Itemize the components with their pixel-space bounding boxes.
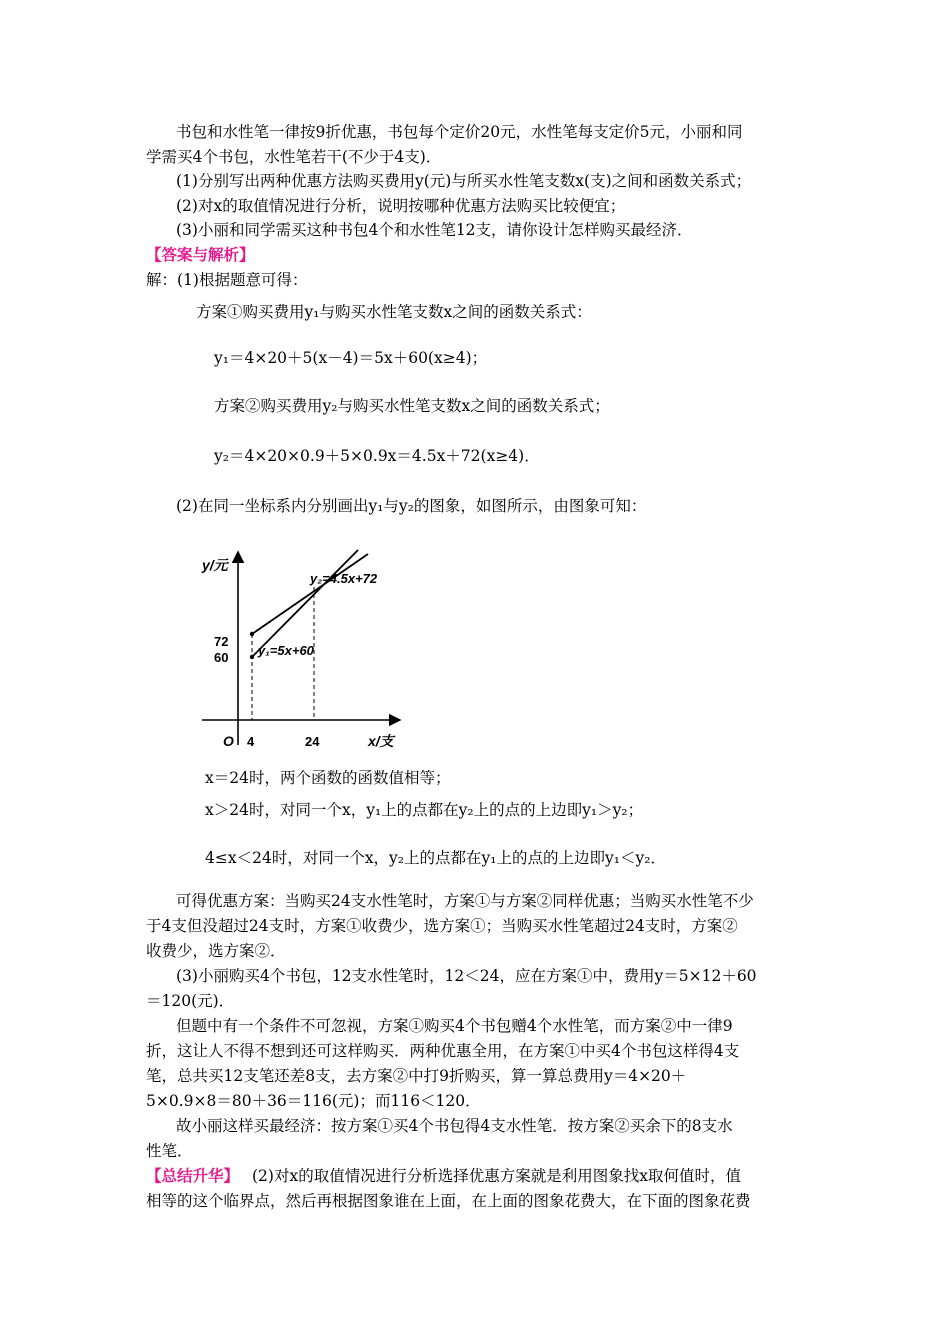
y-tick-72: 72	[214, 634, 229, 649]
x-tick-4: 4	[247, 734, 255, 749]
summary-heading: 【总结升华】	[146, 1167, 240, 1185]
final-line-2: 性笔．	[146, 1142, 193, 1160]
analysis-less: 4≤x＜24时，对同一个x，y₂上的点都在y₁上的点的上边即y₁＜y₂．	[205, 849, 666, 867]
question-2: (2)对x的取值情况进行分析，说明按哪种优惠方法购买比较便宜；	[176, 197, 626, 215]
summary-line-1: (2)对x的取值情况进行分析选择优惠方案就是利用图象找x取何值时，值	[252, 1167, 741, 1185]
intro-line-1: 书包和水性笔一律按9折优惠，书包每个定价20元，水性笔每支定价5元，小丽和同	[176, 123, 743, 141]
note-line-4: 5×0.9×8＝80＋36＝116(元)；而116＜120．	[146, 1092, 481, 1110]
point-y2-start	[250, 632, 254, 636]
origin-label: O	[223, 733, 234, 749]
line-y2	[252, 554, 368, 634]
point-y1-start	[250, 655, 254, 659]
scheme-2-text: 方案②购买费用y₂与购买水性笔支数x之间的函数关系式；	[214, 397, 610, 415]
analysis-greater: x＞24时，对同一个x，y₁上的点都在y₂上的点的上边即y₁＞y₂；	[205, 801, 644, 819]
x-tick-24: 24	[305, 734, 320, 749]
question-3: (3)小丽和同学需买这种书包4个和水性笔12支，请你设计怎样购买最经济．	[176, 221, 693, 239]
formula-y2: y₂＝4×20×0.9＋5×0.9x＝4.5x＋72(x≥4)．	[214, 447, 540, 465]
conclusion-line-3: 收费少，选方案②．	[146, 942, 286, 960]
answer-heading: 【答案与解析】	[146, 246, 255, 264]
question-1: (1)分别写出两种优惠方法购买费用y(元)与所买水性笔支数x(支)之间和函数关系式；	[176, 172, 752, 190]
part3-line-2: ＝120(元)．	[146, 992, 235, 1010]
solution-intro: 解：(1)根据题意可得：	[146, 271, 308, 289]
note-line-2: 折，这让人不得不想到还可这样购买．两种优惠全用，在方案①中买4个书包这样得4支	[146, 1042, 740, 1060]
formula-y1: y₁＝4×20＋5(x－4)＝5x＋60(x≥4)；	[214, 349, 488, 367]
final-line-1: 故小丽这样买最经济：按方案①买4个书包得4支水性笔．按方案②买余下的8支水	[176, 1117, 733, 1135]
label-y1: y₁=5x+60	[258, 643, 314, 658]
y-tick-60: 60	[214, 650, 229, 665]
analysis-equal: x＝24时，两个函数的函数值相等；	[205, 769, 451, 787]
x-axis-label: x/支	[368, 733, 394, 749]
scheme-1-text: 方案①购买费用y₁与购买水性笔支数x之间的函数关系式：	[196, 303, 592, 321]
function-graph	[190, 540, 420, 755]
conclusion-line-1: 可得优惠方案：当购买24支水性笔时，方案①与方案②同样优惠；当购买水性笔不少	[176, 892, 754, 910]
part3-line-1: (3)小丽购买4个书包，12支水性笔时，12＜24，应在方案①中，费用y＝5×12＋60	[176, 967, 757, 985]
graph-intro: (2)在同一坐标系内分别画出y₁与y₂的图象，如图所示，由图象可知：	[176, 497, 647, 515]
intro-line-2: 学需买4个书包，水性笔若干(不少于4支)．	[146, 148, 442, 166]
y-axis-label: y/元	[202, 557, 228, 573]
note-line-1: 但题中有一个条件不可忽视，方案①购买4个书包赠4个水性笔，而方案②中一律9	[176, 1017, 733, 1035]
note-line-3: 笔，总共买12支笔还差8支，去方案②中打9折购买，算一算总费用y＝4×20＋	[146, 1067, 687, 1085]
conclusion-line-2: 于4支但没超过24支时，方案①收费少，选方案①；当购买水性笔超过24支时，方案②	[146, 917, 738, 935]
summary-line-2: 相等的这个临界点，然后再根据图象谁在上面，在上面的图象花费大，在下面的图象花费	[146, 1192, 751, 1210]
line-y1	[252, 550, 358, 657]
label-y2: y₂=4.5x+72	[310, 571, 378, 586]
